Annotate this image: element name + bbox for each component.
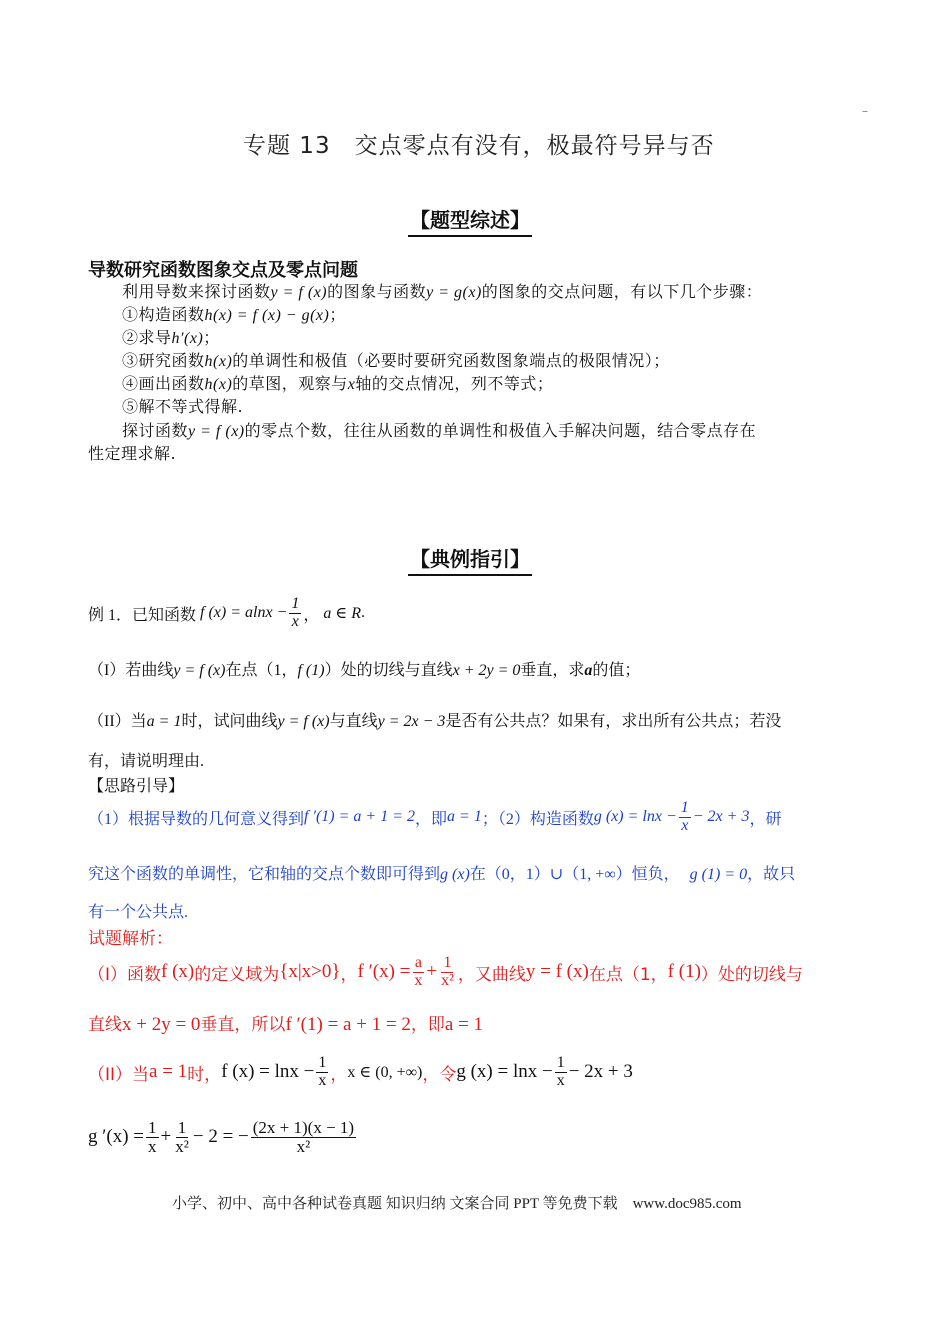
solution-line-4: g ′(x) = $\frac{1}{x}$ + $\frac{1}{\text{x²}}$ − 2 = − $\frac{(2x + 1)(x - 1)}{\text{x²}}$ [88,1117,355,1156]
hint-heading: 【思路引导】 [88,778,185,795]
step-3: ③研究函数h(x)的单调性和极值（必要时要研究函数图象端点的极限情况）； [122,351,670,370]
overview-heading: 【题型综述】 [408,204,532,237]
overview-subheading: 导数研究函数图象交点及零点问题 [88,260,358,281]
step-4: ④画出函数h(x)的草图，观察与x轴的交点情况，列不等式； [122,374,554,393]
page-footer: 小学、初中、高中各种试卷真题 知识归纳 文案合同 PPT 等免费下载 www.doc985.com [172,1196,742,1212]
overview-outro-cont: 性定理求解. [88,444,177,463]
step-1: ①构造函数h(x) = f (x) − g(x)； [122,305,346,324]
corner-mark: – [862,104,868,118]
solution-line-2: 直线x + 2y = 0垂直，所以f ′(1) = a + 1 = 2，即a = 1 [88,1014,484,1035]
hint-line-2: 究这个函数的单调性，它和轴的交点个数即可得到g (x)在（0，1）∪（1, +∞）恒负， g (1) = 0，故只 [88,866,796,883]
hint-line-3: 有一个公共点. [88,904,189,921]
example-1: 例 1．已知函数 f (x) = alnx − $\frac{1}{x}$ ， a ∈ R . [88,595,365,630]
overview-intro: 利用导数来探讨函数y = f (x)的图象与函数y = g(x)的图象的交点问题，有以下几个步骤： [122,282,763,301]
hint-line-1: （1）根据导数的几何意义得到 f ′(1) = a + 1 = 2 ，即 a = 1 ；（2）构造函数 g (x) = lnx − $\frac{1}{x}$ − 2x + 3 ，研 [88,799,782,834]
solution-line-3: （II）当 a = 1 时， f (x) = lnx − $\frac{1}{x}$ ， x ∈ (0, +∞) ，令 g (x) = lnx − $\frac{1}{x}$ − 2x + 3 [88,1053,633,1089]
overview-outro: 探讨函数y = f (x)的零点个数，往往从函数的单调性和极值入手解决问题，结合零点存在 [122,421,757,440]
step-5: ⑤解不等式得解. [122,397,244,416]
examples-heading: 【典例指引】 [408,543,532,576]
solution-line-1: （I）函数 f (x) 的定义域为 {x|x>0} ， f ′(x) = $\frac{a}{x}$ + $\frac{1}{\text{x²}}$ ，又曲线 y = f (x) 在点（1， f (1) ）处的切线与 [88,953,803,989]
example-1-part-2: （II）当a = 1时，试问曲线y = f (x)与直线y = 2x − 3是否有公共点？如果有，求出所有公共点；若没 [88,713,782,730]
example-1-part-1: （I）若曲线y = f (x)在点（1，f (1)）处的切线与直线x + 2y = 0垂直，求a的值； [88,662,641,679]
step-2: ②求导h′(x)； [122,328,220,347]
solution-heading: 试题解析： [88,929,173,949]
page-title: 专题 13 交点零点有没有，极最符号异与否 [243,133,715,159]
example-1-part-2-cont: 有，请说明理由. [88,753,205,770]
